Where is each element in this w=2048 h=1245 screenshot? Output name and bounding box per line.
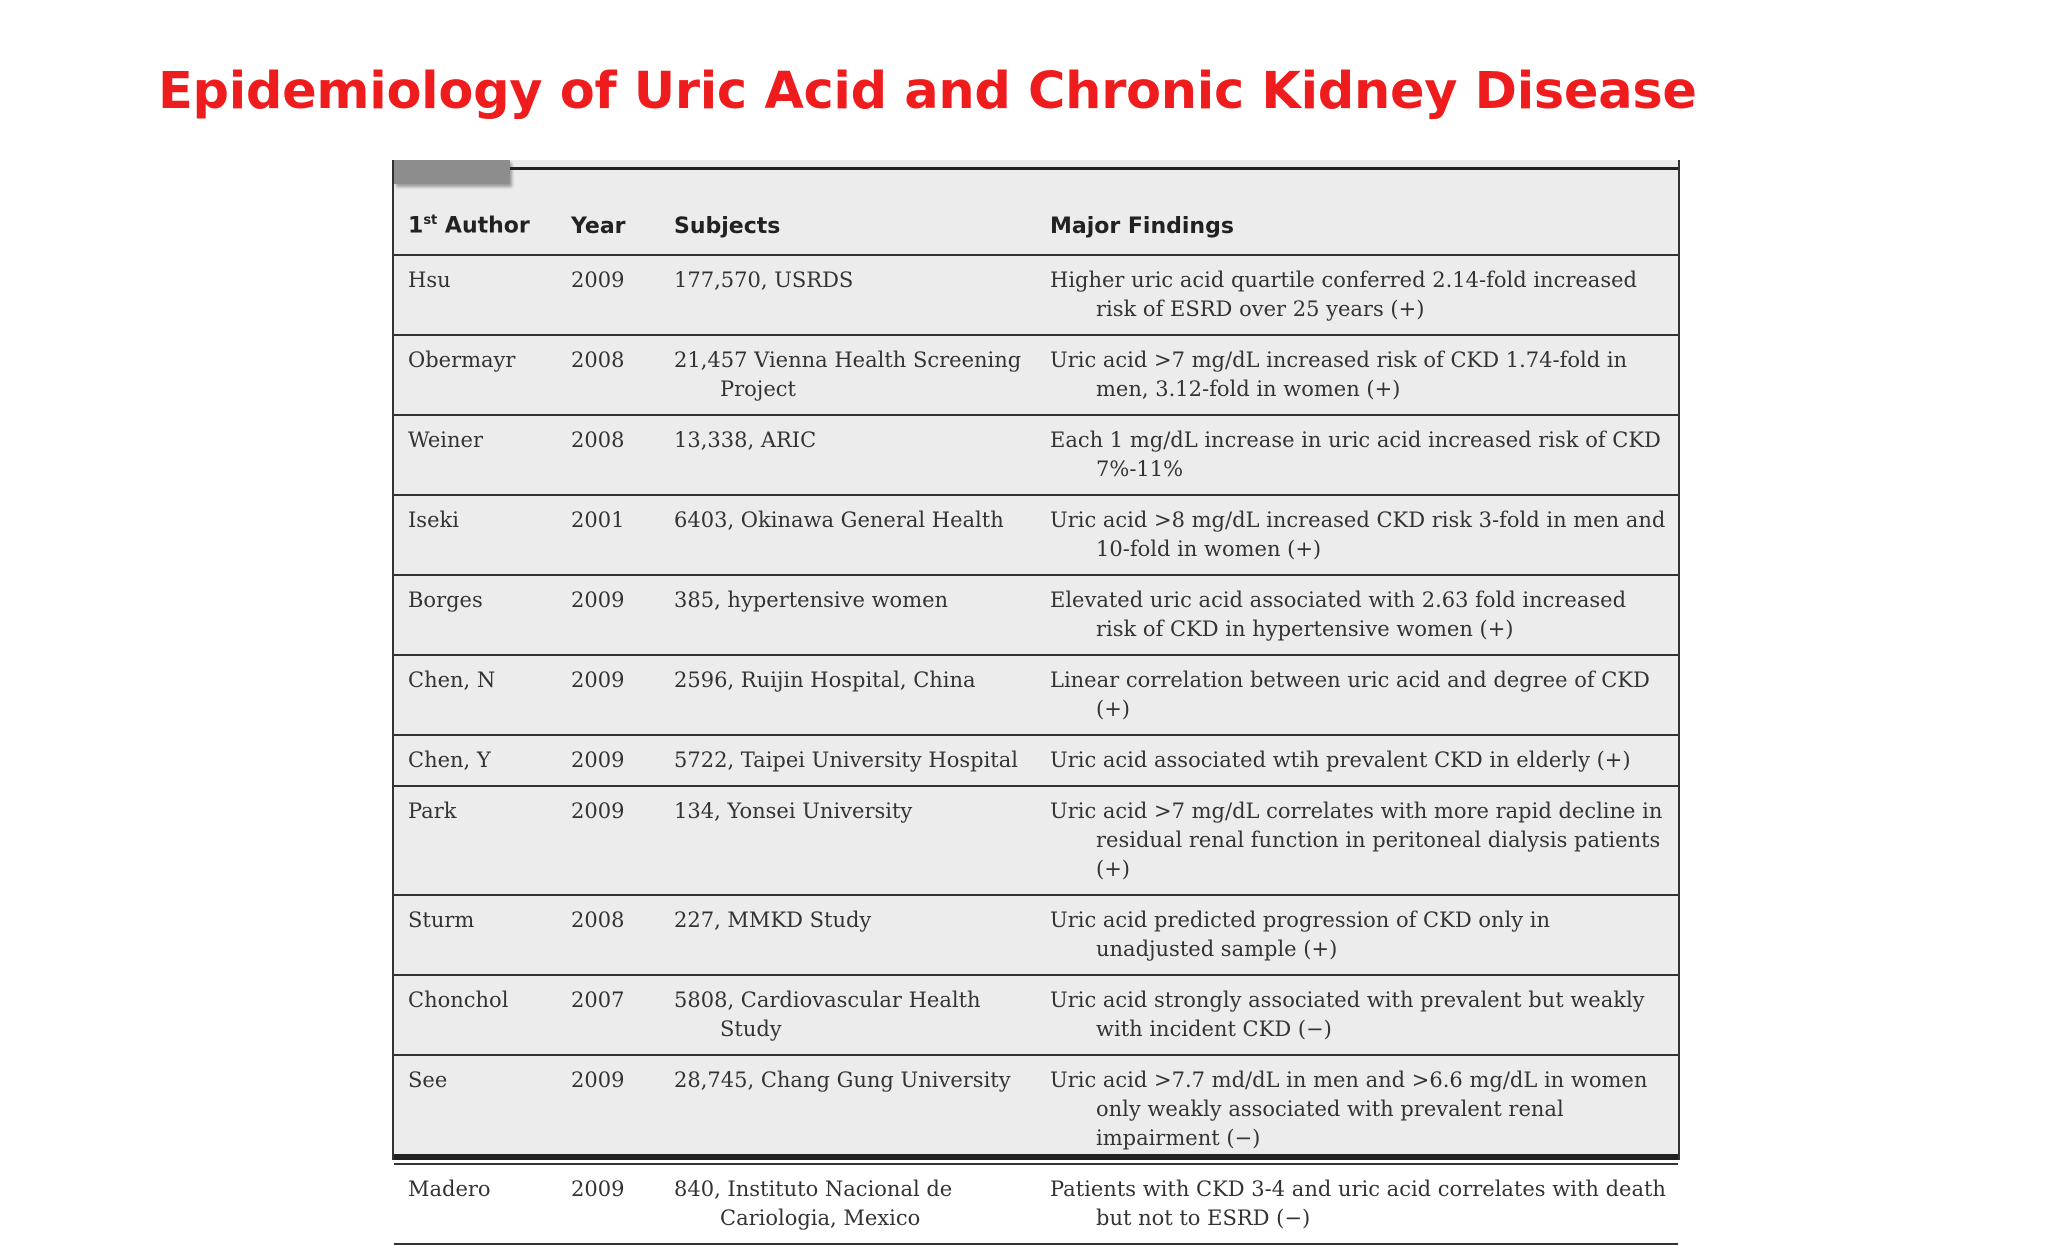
cell-author: Chonchol (394, 975, 557, 1055)
cell-subjects: 5808, Cardiovascular Health Study (660, 975, 1036, 1055)
cell-year: 2001 (557, 495, 660, 575)
cell-findings: Uric acid >7.7 md/dL in men and >6.6 mg/dL in women only weakly associated with prevalent renal impairment (−) (1036, 1055, 1678, 1164)
cell-author: Sturm (394, 895, 557, 975)
header-author: 1st Author (394, 198, 557, 255)
cell-year: 2009 (557, 1164, 660, 1244)
cell-findings: Uric acid associated wtih prevalent CKD in elderly (+) (1036, 735, 1678, 786)
cell-year: 2009 (557, 575, 660, 655)
studies-table-image (392, 160, 1680, 1230)
table-row (394, 415, 1678, 495)
cell-subjects: 6403, Okinawa General Health (660, 495, 1036, 575)
cell-findings: Patients with CKD 3-4 and uric acid correlates with death but not to ESRD (−) (1036, 1164, 1678, 1244)
cell-year: 2009 (557, 1055, 660, 1164)
cell-year: 2009 (557, 786, 660, 895)
cell-findings: Uric acid >8 mg/dL increased CKD risk 3-fold in men and 10-fold in women (+) (1036, 495, 1678, 575)
cell-subjects: 5722, Taipei University Hospital (660, 735, 1036, 786)
cell-author: Borges (394, 575, 557, 655)
cell-year: 2009 (557, 735, 660, 786)
studies-table (394, 198, 1678, 1245)
table-row (394, 1055, 1678, 1164)
cell-year: 2009 (557, 255, 660, 335)
cell-findings: Uric acid >7 mg/dL increased risk of CKD 1.74-fold in men, 3.12-fold in women (+) (1036, 335, 1678, 415)
header-subjects: Subjects (660, 198, 1036, 255)
cell-year: 2007 (557, 975, 660, 1055)
cell-subjects: 227, MMKD Study (660, 895, 1036, 975)
cell-subjects: 28,745, Chang Gung University (660, 1055, 1036, 1164)
table-header-row (394, 198, 1678, 255)
cell-year: 2009 (557, 655, 660, 735)
cell-subjects: 385, hypertensive women (660, 575, 1036, 655)
header-year: Year (557, 198, 660, 255)
cell-subjects: 134, Yonsei University (660, 786, 1036, 895)
cell-subjects: 21,457 Vienna Health Screening Project (660, 335, 1036, 415)
cell-year: 2008 (557, 335, 660, 415)
cell-author: Weiner (394, 415, 557, 495)
cell-subjects: 2596, Ruijin Hospital, China (660, 655, 1036, 735)
table-row (394, 495, 1678, 575)
cell-findings: Linear correlation between uric acid and degree of CKD (+) (1036, 655, 1678, 735)
table-bottom-rule (394, 1154, 1678, 1160)
cell-findings: Higher uric acid quartile conferred 2.14-fold increased risk of ESRD over 25 years (+) (1036, 255, 1678, 335)
cell-findings: Uric acid >7 mg/dL correlates with more rapid decline in residual renal function in peritoneal dialysis patients (+) (1036, 786, 1678, 895)
cell-year: 2008 (557, 415, 660, 495)
table-row (394, 735, 1678, 786)
cell-author: Chen, Y (394, 735, 557, 786)
cell-author: Chen, N (394, 655, 557, 735)
table-row (394, 255, 1678, 335)
cell-author: Hsu (394, 255, 557, 335)
cell-findings: Elevated uric acid associated with 2.63 fold increased risk of CKD in hypertensive women (+) (1036, 575, 1678, 655)
table-row (394, 895, 1678, 975)
cell-author: Park (394, 786, 557, 895)
table-row (394, 655, 1678, 735)
cell-author: See (394, 1055, 557, 1164)
cell-author: Madero (394, 1164, 557, 1244)
table-row (394, 1164, 1678, 1244)
cell-findings: Uric acid predicted progression of CKD only in unadjusted sample (+) (1036, 895, 1678, 975)
table-top-rule (510, 167, 1678, 170)
table-row (394, 335, 1678, 415)
cell-author: Iseki (394, 495, 557, 575)
header-findings: Major Findings (1036, 198, 1678, 255)
table-row (394, 975, 1678, 1055)
table-corner-tab (394, 160, 510, 184)
cell-findings: Uric acid strongly associated with prevalent but weakly with incident CKD (−) (1036, 975, 1678, 1055)
table-row (394, 575, 1678, 655)
cell-subjects: 177,570, USRDS (660, 255, 1036, 335)
cell-subjects: 840, Instituto Nacional de Cariologia, Mexico (660, 1164, 1036, 1244)
slide-title: Epidemiology of Uric Acid and Chronic Kidney Disease (158, 62, 1697, 121)
cell-year: 2008 (557, 895, 660, 975)
cell-findings: Each 1 mg/dL increase in uric acid increased risk of CKD 7%-11% (1036, 415, 1678, 495)
table-row (394, 786, 1678, 895)
cell-author: Obermayr (394, 335, 557, 415)
cell-subjects: 13,338, ARIC (660, 415, 1036, 495)
